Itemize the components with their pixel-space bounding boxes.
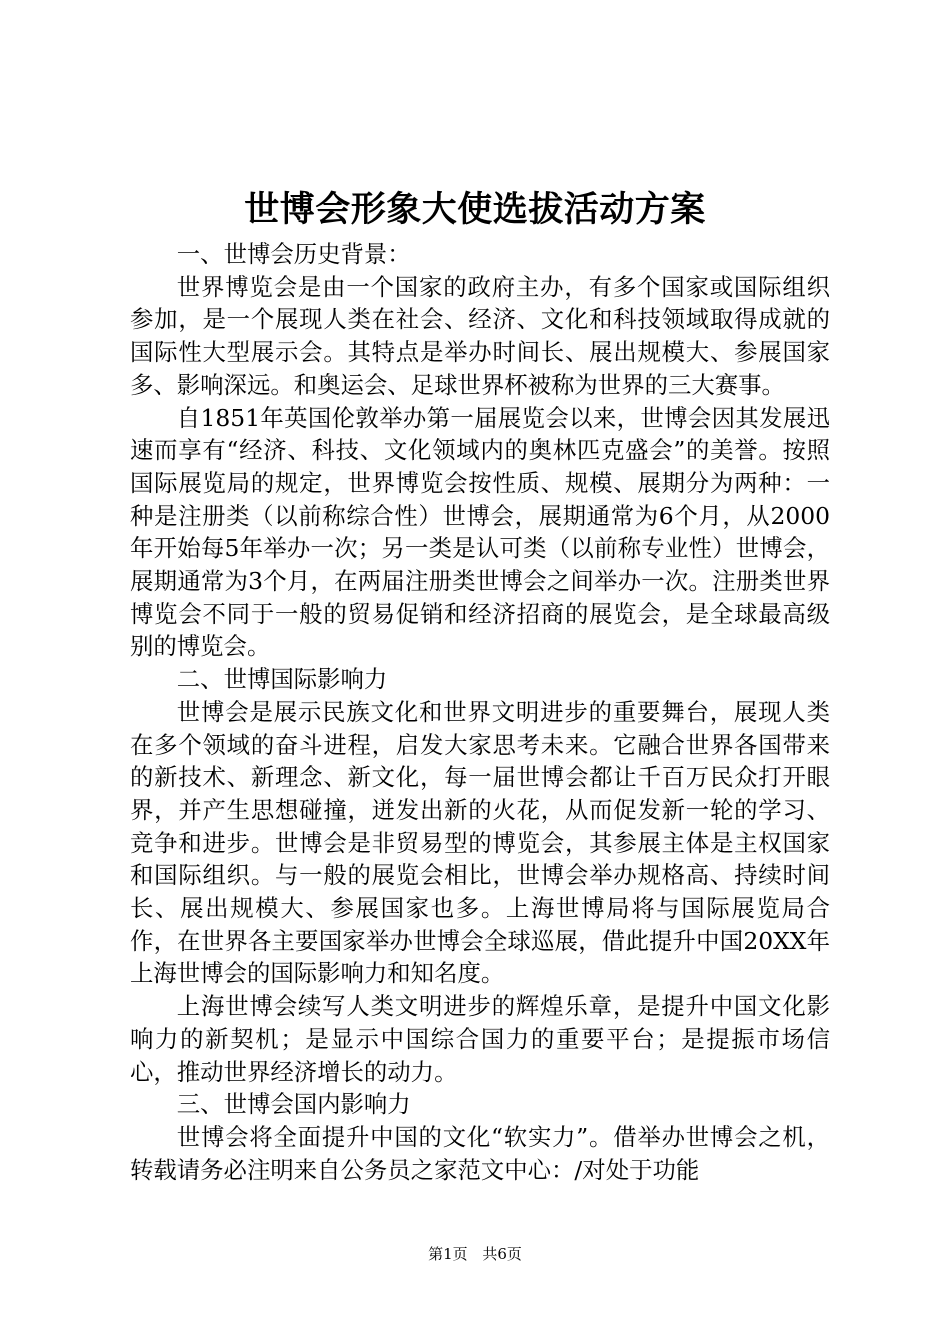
document-title: 世博会形象大使选拔活动方案 (244, 189, 706, 230)
section-heading-history: 一、世博会历史背景： (176, 240, 411, 268)
paragraph-expo-history: 自1851年英国伦敦举办第一届展览会以来，世博会因其发展迅速而享有“经济、科技、文化领域内的奥林匹克盛会”的美誉。按照国际展览局的规定，世界博览会按性质、规模、展期分为两种：一种是注册类（以前称综合性）世博会，展期通常为6个月，从2000年开始每5年举办一次；另一类是认可类（以前称专业性）世博会，展期通常为3个月，在两届注册类世博会之间举办一次。注册类世界博览会不同于一般的贸易促销和经济招商的展览会，是全球最高级别的博览会。 (130, 403, 830, 661)
page-total: 共6页 (482, 1245, 522, 1263)
paragraph-shanghai-expo: 上海世博会续写人类文明进步的辉煌乐章，是提升中国文化影响力的新契机；是显示中国综合国力的重要平台；是提振市场信心，推动世界经济增长的动力。 (130, 992, 830, 1086)
paragraph-domestic-influence: 世博会将全面提升中国的文化“软实力”。借举办世博会之机，转载请务必注明来自公务员之家范文中心：/对处于功能 (130, 1122, 830, 1184)
document-body (130, 238, 830, 1186)
paragraph-expo-definition: 世界博览会是由一个国家的政府主办，有多个国家或国际组织参加，是一个展现人类在社会、经济、文化和科技领域取得成就的国际性大型展示会。其特点是举办时间长、展出规模大、参展国家多、影响深远。和奥运会、足球世界杯被称为世界的三大赛事。 (130, 272, 830, 399)
paragraph-international-influence: 世博会是展示民族文化和世界文明进步的重要舞台，展现人类在多个领域的奋斗进程，启发大家思考未来。它融合世界各国带来的新技术、新理念、新文化，每一届世博会都让千百万民众打开眼界，并产生思想碰撞，迸发出新的火花，从而促发新一轮的学习、竞争和进步。世博会是非贸易型的博览会，其参展主体是主权国家和国际组织。与一般的展览会相比，世博会举办规格高、持续时间长、展出规模大、参展国家也多。上海世博局将与国际展览局合作，在世界各主要国家举办世博会全球巡展，借此提升中国20XX年上海世博会的国际影响力和知名度。 (130, 697, 830, 988)
page-footer (0, 1244, 950, 1264)
page-number: 第1页 (428, 1245, 468, 1263)
section-heading-international: 二、世博国际影响力 (176, 665, 388, 694)
section-heading-domestic: 三、世博会国内影响力 (176, 1090, 411, 1119)
